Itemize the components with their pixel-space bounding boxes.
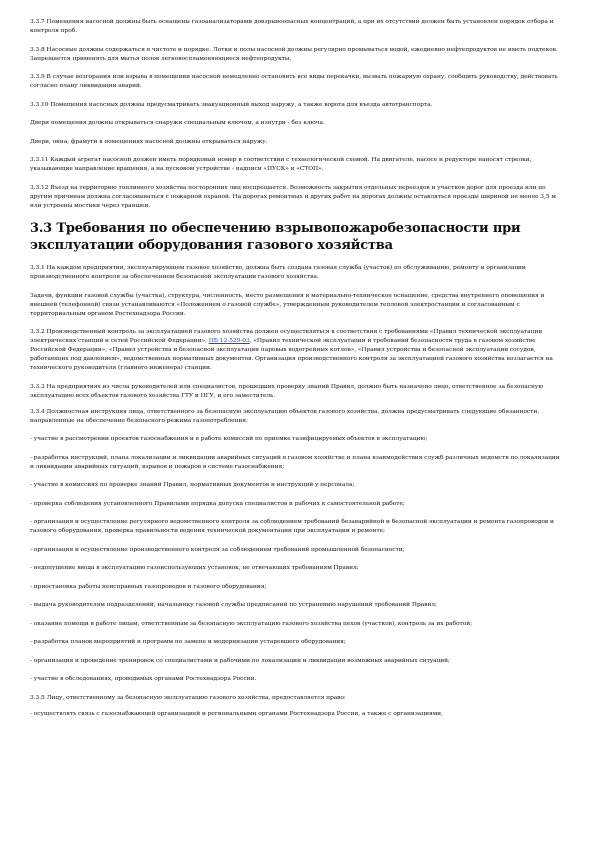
- intro-paragraph: 3.3.8 Насосные должны содержаться в чистоте и порядке. Лотки и полы насосной должны регулярно промываться водой, ежедневно нефтепродуктов не иметь подтеков. Запрещается применять для мытья полов легковоспламеняющиеся нефтепродукты.: [30, 46, 558, 62]
- paragraph-3-3-2-start: 3.3.2 Производственный контроль за эксплуатацией газового хозяйства должен осуществляться в соответствии с требованиями «Правил технической эксплуатации электрических станций и сетей Российской Федерации»,: [30, 329, 543, 344]
- list-item: - организация и проведение тренировок со специалистами и рабочими по локализации и ликвидации возможных аварийных ситуаций;: [30, 657, 450, 664]
- list-item: - организация и осуществление производственного контроля за соблюдением требований промышленной безопасности;: [30, 546, 405, 553]
- paragraph-gas-service-tasks: Задачи, функции газовой службы (участка), структура, численность, место размещения и материально-техническое оснащение, средства внутреннего оповещения и внешней (телефонной) связи устанавливаются «Положением о газовой службе», утвержденным руководителем тепловой электростанции и согласованным с территориальным органом Ростехнадзора России.: [30, 292, 545, 317]
- list-item: - участие в рассмотрении проектов газоснабжения и в работе комиссий по приемке газифицируемых объектов в эксплуатацию;: [30, 436, 428, 442]
- duties-list: [30, 435, 565, 684]
- list-item: - разработка планов мероприятий и программ по замене и модернизации устаревшего оборудования;: [30, 639, 346, 645]
- list-item: - осуществлять связь с газоснабжающей организацией и региональными органами Ростехнадзора России, а также с организациями,: [30, 710, 443, 717]
- list-item: - участие в комиссиях по проверке знаний Правил, нормативных документов и инструкций у персонала;: [30, 482, 355, 488]
- intro-paragraph: 3.3.7 Помещения насосной должны быть оснащены газоанализаторами довзрывоопасных концентраций, а при их отсутствии должен быть установлен порядок отбора и контроля проб.: [30, 19, 554, 34]
- list-item: - недопущение ввода в эксплуатацию газоиспользующих установок, не отвечающих требованиям Правил;: [30, 565, 359, 571]
- paragraph-3-3-4: 3.3.4 Должностная инструкция лица, ответственного за безопасную эксплуатацию объектов газового хозяйства, должна предусматривать следующие обязанности, направленные на обеспечение безопасного режима газопотребления:: [30, 408, 540, 424]
- list-item: - оказание помощи в работе лицам, ответственным за безопасную эксплуатацию газового хозяйства цехов (участков), контроль за их работой;: [30, 620, 473, 627]
- pb-12-529-03-link[interactable]: ПБ 12-529-03: [208, 338, 250, 344]
- list-item: - выдача руководителям подразделений, начальнику газовой службы предписаний по устранению нарушений требований Правил;: [30, 602, 437, 608]
- list-item: - приостановка работы неисправных газопроводов и газового оборудования;: [30, 583, 267, 590]
- intro-paragraph: 3.3.10 Помещения насосных должны предусматривать эвакуационный выход наружу, а также ворота для въезда автотранспорта.: [30, 101, 433, 108]
- list-item: - разработка инструкций, плана локализации и ликвидации аварийных ситуаций в газовом хозяйстве и плана взаимодействия служб различных ведомств по локализации и ликвидации аварийных ситуаций, взрывов и пожаров в системе газоснабжения;: [30, 454, 560, 470]
- paragraph-3-3-1: 3.3.1 На каждом предприятии, эксплуатирующем газовое хозяйство, должна быть создана газовая служба (участок) по обслуживанию, ремонту и организации производственного контроля за обеспечением безопасной эксплуатации газового хозяйства.: [30, 265, 526, 280]
- section-heading: 3.3 Требования по обеспечению взрывопожаробезопасности при эксплуатации оборудования газового хозяйства: [30, 221, 521, 253]
- list-item: - организация и осуществление регулярного ведомственного контроля за соблюдением требований безаварийной и безопасной эксплуатации и ремонта газопроводов и газового оборудования, проверка правильности ведения технической документации при эксплуатации и ремонте;: [30, 519, 554, 534]
- intro-paragraph: Двери помещения должны открываться снаружи специальным ключом, а изнутри - без ключа.: [30, 120, 325, 126]
- intro-paragraph: 3.3.12 Въезд на территорию топливного хозяйства посторонних лиц воспрещается. Возможность закрытия отдельных переездов и участков дорог для проезда или по другим причинам должна согласовываться с пожарной охраной. На дорогах ремонтных и других работ на дорогах должны оставляться проезды шириной не менее 3,5 м или устроены мостики через траншеи.: [30, 184, 556, 209]
- paragraph-3-3-2: [30, 328, 565, 373]
- intro-paragraph: 3.3.9 В случае возгорания или взрыва в помещении насосной немедленно остановить все виды перекачки, вызвать пожарную охрану, сообщить руководству, действовать согласно плану ликвидации аварий.: [30, 74, 558, 89]
- list-item: - участие в обследованиях, проводимых органами Ростехнадзора России.: [30, 676, 257, 682]
- intro-paragraph: Двери, окна, фрамуги в помещениях насосной должны открываться наружу.: [30, 138, 268, 145]
- intro-paragraph: 3.3.11 Каждый агрегат насосной должен иметь порядковый номер в соответствии с технологической схемой. На двигателе, насосе и редукторе наносят стрелки, указывающие направление вращения, а на пусковом устройстве - надписи «ПУСК» и «СТОП».: [30, 157, 532, 172]
- paragraph-3-3-5: 3.3.5 Лицу, ответственному за безопасную эксплуатацию газового хозяйства, предоставляется право:: [30, 694, 346, 701]
- paragraph-3-3-2-end: , «Правил технической эксплуатации и требований безопасности труда в газовом хозяйстве Российской Федерации», «Правил устройства и безопасной эксплуатации паровых водогрейных котлов», «Правил устройства и безопасной эксплуатации сосудов, работающих под давлением», ведомственных нормативных документов. Организация производственного контроля за эксплуатацией газового хозяйства возлагается на технического руководителя (главного инженера) станции.: [30, 338, 553, 371]
- rights-list: [30, 710, 565, 719]
- intro-section: [30, 18, 565, 211]
- paragraph-3-3-3: 3.3.3 На предприятиях из числа руководителей или специалистов, прошедших проверку знаний Правил, должно быть назначено лицо, ответственное за безопасную эксплуатацию всех объектов газового хозяйства ГТУ и ПГУ, и его заместитель.: [30, 383, 544, 399]
- list-item: - проверка соблюдения установленного Правилами порядка допуска специалистов и рабочих к самостоятельной работе;: [30, 500, 405, 507]
